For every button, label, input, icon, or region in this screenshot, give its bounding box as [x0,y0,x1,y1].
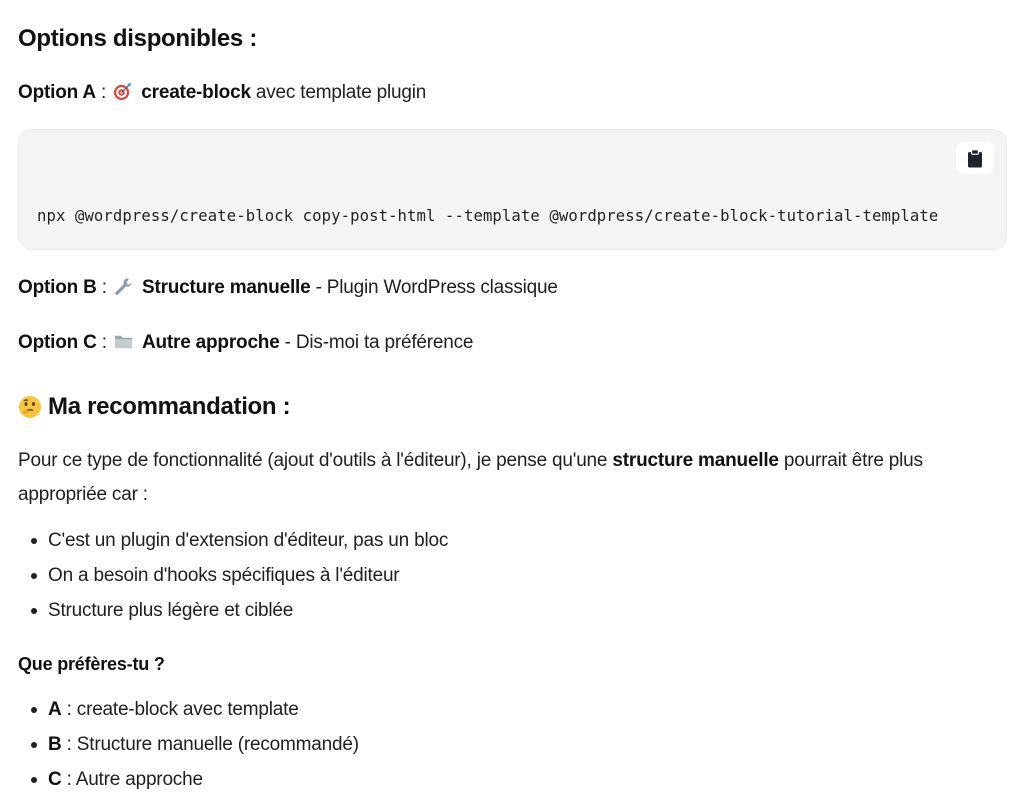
recommendation-heading-text: Ma recommandation : [48,393,291,420]
list-item: C'est un plugin d'extension d'éditeur, pas un bloc [18,523,448,558]
list-item: On a besoin d'hooks spécifiques à l'éditeur [18,558,448,593]
option-c-separator: : [96,332,107,353]
wrench-icon [114,277,133,296]
recommendation-paragraph [18,444,1003,512]
reasons-list [18,523,448,628]
question-title: Que préfères-tu ? [18,654,165,674]
list-item: Structure plus légère et ciblée [18,593,448,628]
option-b-line [18,271,558,305]
choice-text: : Structure manuelle (recommandé) [61,734,359,755]
option-b-label: Option B [18,277,97,298]
recommendation-text-before: Pour ce type de fonctionnalité (ajout d'outils à l'éditeur), je pense qu'une [18,450,613,471]
list-item [18,727,359,762]
recommendation-text-bold: structure manuelle [612,450,779,471]
option-c-label: Option C [18,332,97,353]
choice-key: B [48,734,62,755]
folder-icon [114,332,133,351]
list-item [18,692,359,727]
recommendation-text-after: pourrait être plus appropriée car : [18,450,923,505]
choice-key: A [48,699,62,720]
list-item [18,762,359,796]
option-a-label: Option A [18,82,96,103]
option-a-description: avec template plugin [250,82,427,103]
code-command: npx @wordpress/create-block copy-post-html --template @wordpress/create-block-tutorial-template [37,207,939,225]
option-a-line [18,76,426,110]
options-heading: Options disponibles : [18,25,258,52]
option-a-separator: : [95,82,107,103]
clipboard-icon [967,149,983,168]
target-icon [113,82,132,101]
choice-text: : create-block avec template [61,699,299,720]
option-b-name: Structure manuelle [141,277,311,298]
option-b-separator: : [96,277,107,298]
choices-list [18,692,359,796]
option-a-name: create-block [141,82,251,103]
choice-text: : Autre approche [61,769,203,790]
choice-key: C [48,769,62,790]
option-b-description: - Plugin WordPress classique [310,277,558,298]
thinking-face-icon [18,395,42,419]
option-c-line [18,326,473,360]
code-block [18,129,1007,250]
option-c-description: - Dis-moi ta préférence [279,332,474,353]
option-c-name: Autre approche [141,332,280,353]
recommendation-heading [18,393,290,421]
copy-code-button[interactable] [956,142,994,174]
